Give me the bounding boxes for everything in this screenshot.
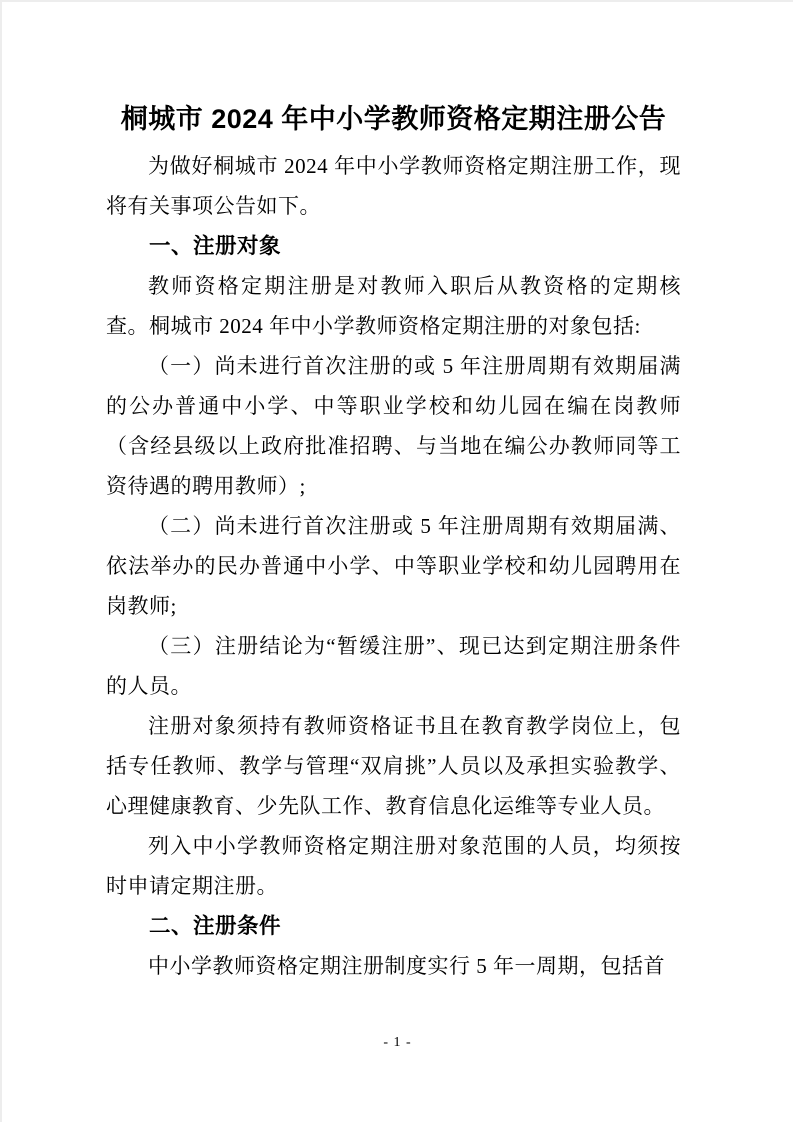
paragraph-item-1-public-school-teachers: （一）尚未进行首次注册的或 5 年注册周期有效期届满的公办普通中小学、中等职业学校和幼儿园在编在岗教师（含经县级以上政府批准招聘、与当地在编公办教师同等工资待遇的聘用教师）; <box>106 354 681 498</box>
paragraph-item-3-deferred-registration: （三）注册结论为“暂缓注册”、现已达到定期注册条件的人员。 <box>106 634 681 698</box>
paragraph-item-2-private-school-teachers: （二）尚未进行首次注册或 5 年注册周期有效期届满、依法举办的民办普通中小学、中等职业学校和幼儿园聘用在岗教师; <box>106 514 681 618</box>
paragraph-intro: 为做好桐城市 2024 年中小学教师资格定期注册工作，现将有关事项公告如下。 <box>106 154 681 218</box>
paragraph-target-overview: 教师资格定期注册是对教师入职后从教资格的定期核查。桐城市 2024 年中小学教师资格定期注册的对象包括: <box>106 274 681 338</box>
page-number: - 1 - <box>383 1035 412 1050</box>
paragraph-must-apply-on-time: 列入中小学教师资格定期注册对象范围的人员，均须按时申请定期注册。 <box>106 834 681 898</box>
document-title: 桐城市 2024 年中小学教师资格定期注册公告 <box>120 104 667 134</box>
document-content <box>2 2 793 986</box>
section-heading-registration-targets: 一、注册对象 <box>149 234 282 258</box>
paragraph-cycle-system: 中小学教师资格定期注册制度实行 5 年一周期，包括首 <box>148 954 665 978</box>
section-heading-registration-conditions: 二、注册条件 <box>149 914 282 938</box>
paragraph-certificate-requirement: 注册对象须持有教师资格证书且在教育教学岗位上，包括专任教师、教学与管理“双肩挑”人员以及承担实验教学、心理健康教育、少先队工作、教育信息化运维等专业人员。 <box>106 714 681 818</box>
